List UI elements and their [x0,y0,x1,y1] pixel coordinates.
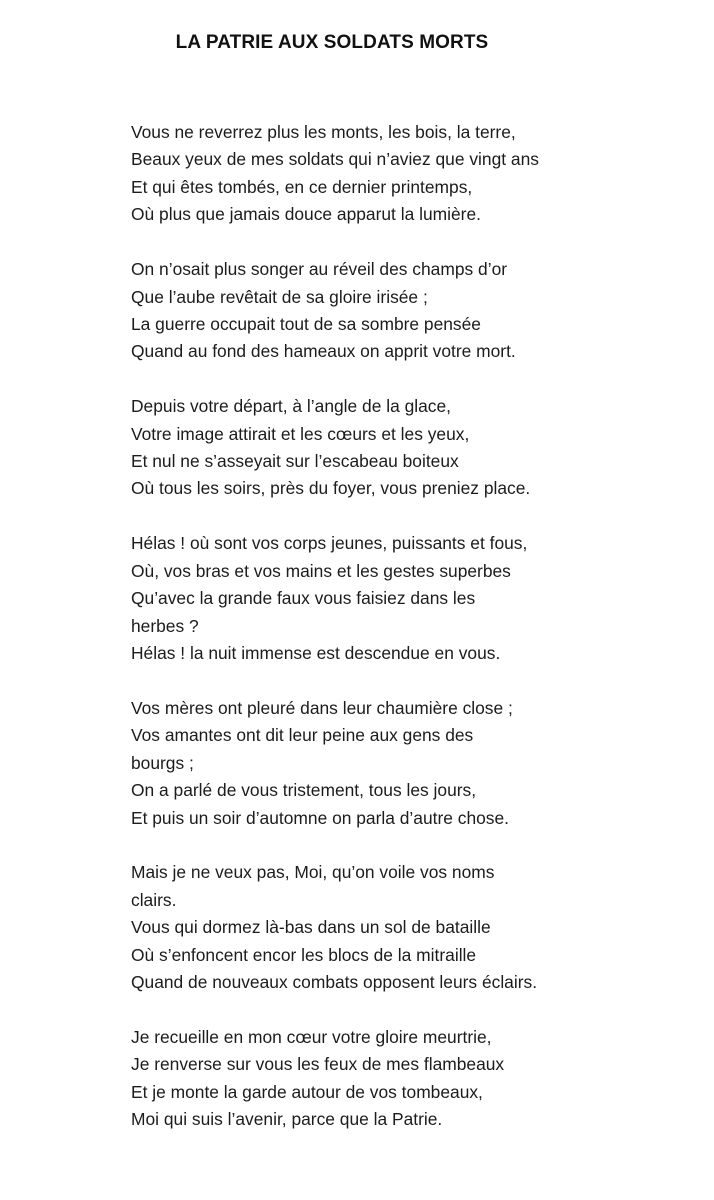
poem-line: On n’osait plus songer au réveil des champs d’or [131,259,508,280]
poem-line: Et nul ne s’asseyait sur l’escabeau boiteux [131,451,459,472]
stanza [131,119,691,229]
poem-line: Quand de nouveaux combats opposent leurs éclairs. [131,972,538,993]
poem-line: Qu’avec la grande faux vous faisiez dans les [131,588,476,609]
poem-line: Votre image attirait et les cœurs et les yeux, [131,423,470,444]
poem-line: On a parlé de vous tristement, tous les jours, [131,780,477,801]
poem-line: Hélas ! où sont vos corps jeunes, puissants et fous, [131,533,528,554]
poem-line: bourgs ; [131,752,194,773]
poem-line: Où s’enfoncent encor les blocs de la mitraille [131,944,477,965]
poem-body [131,119,691,1161]
stanza [131,859,691,996]
poem-line: Moi qui suis l’avenir, parce que la Patrie. [131,1109,443,1130]
poem-line: Où plus que jamais douce apparut la lumière. [131,204,481,225]
stanza [131,530,691,667]
poem-line: Mais je ne veux pas, Moi, qu’on voile vos noms [131,862,495,883]
stanza [131,256,691,366]
poem-line: Où, vos bras et vos mains et les gestes superbes [131,560,511,581]
poem-line: Que l’aube revêtait de sa gloire irisée ; [131,286,428,307]
poem-line: Je renverse sur vous les feux de mes flambeaux [131,1054,505,1075]
poem-line: Beaux yeux de mes soldats qui n’aviez que vingt ans [131,149,539,170]
poem-line: Hélas ! la nuit immense est descendue en vous. [131,643,501,663]
stanza [131,695,691,832]
poem-line: La guerre occupait tout de sa sombre pensée [131,313,481,334]
poem-line: clairs. [131,889,177,910]
poem-line: Où tous les soirs, près du foyer, vous preniez place. [131,478,531,499]
poem-line: Et puis un soir d’automne on parla d’autre chose. [131,807,509,828]
poem-line: Vous qui dormez là-bas dans un sol de bataille [131,917,491,938]
poem-line: Vous ne reverrez plus les monts, les bois, la terre, [131,122,516,142]
poem-line: Et je monte la garde autour de vos tombeaux, [131,1081,483,1102]
stanza [131,393,691,503]
stanza [131,1024,691,1134]
poem-line: Vos mères ont pleuré dans leur chaumière close ; [131,697,513,718]
poem-line: Vos amantes ont dit leur peine aux gens des [131,725,474,746]
poem-line: Quand au fond des hameaux on apprit votre mort. [131,341,516,362]
poem-line: Je recueille en mon cœur votre gloire meurtrie, [131,1026,492,1047]
poem-line: Depuis votre départ, à l’angle de la glace, [131,396,451,417]
poem-line: Et qui êtes tombés, en ce dernier printemps, [131,176,473,197]
poem-title: LA PATRIE AUX SOLDATS MORTS [175,32,489,53]
poem-line: herbes ? [131,615,199,636]
